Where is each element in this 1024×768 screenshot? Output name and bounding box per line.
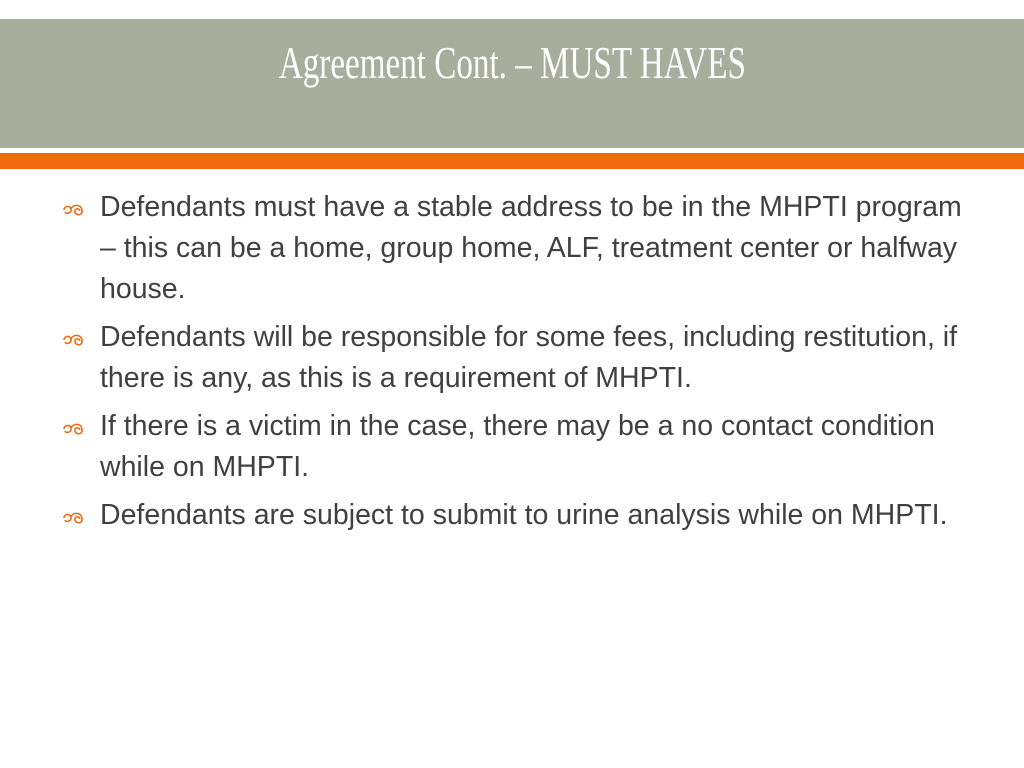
bullet-item: Defendants are subject to submit to urine analysis while on MHPTI. — [60, 495, 980, 536]
swirl-bullet-icon — [60, 420, 88, 436]
swirl-bullet-icon — [60, 201, 88, 217]
bullet-item: If there is a victim in the case, there may be a no contact condition while on MHPTI. — [60, 406, 980, 488]
swirl-bullet-icon — [60, 331, 88, 347]
bullet-item: Defendants will be responsible for some fees, including restitution, if there is any, as this is a requirement of MHPTI. — [60, 317, 980, 399]
bullet-item: Defendants must have a stable address to be in the MHPTI program – this can be a home, group home, ALF, treatment center or halfway house. — [60, 187, 980, 310]
bullet-list — [60, 187, 980, 543]
swirl-bullet-icon — [60, 509, 88, 525]
accent-bar — [0, 153, 1024, 169]
slide-title: Agreement Cont. – MUST HAVES — [278, 37, 746, 88]
